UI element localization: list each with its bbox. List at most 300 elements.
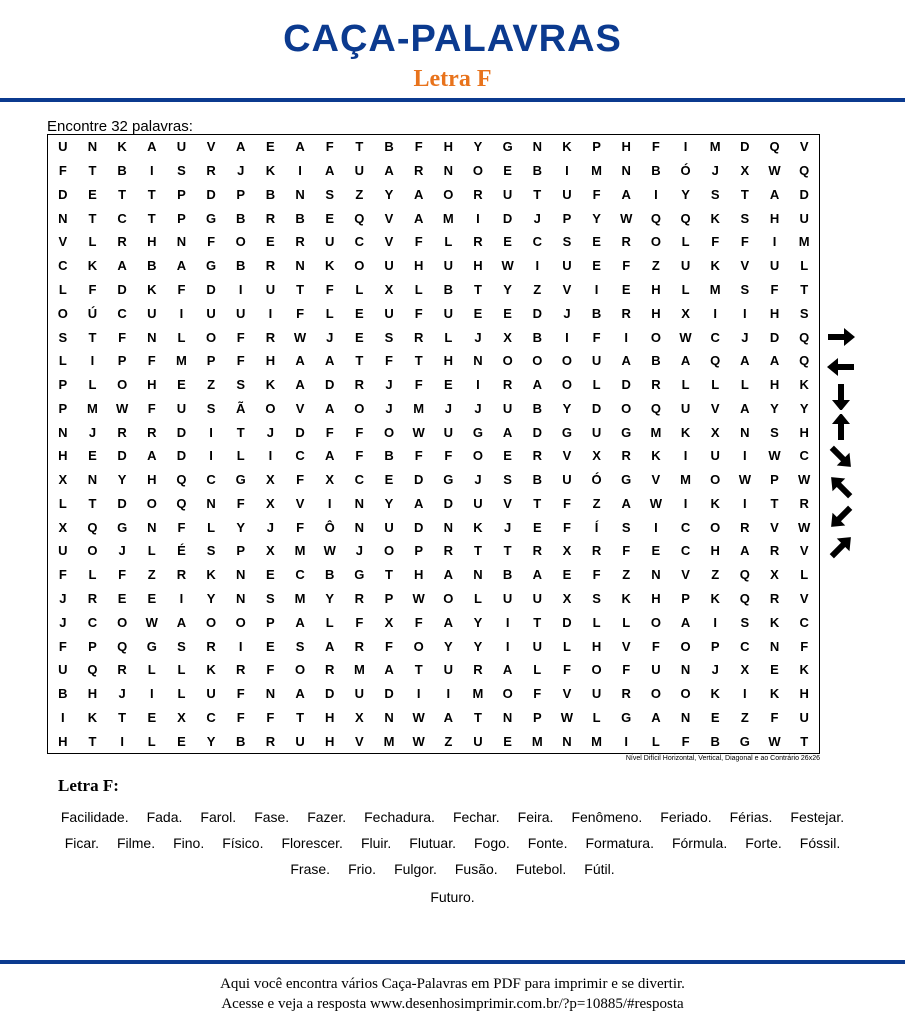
- grid-cell: P: [532, 709, 542, 725]
- grid-cell: V: [621, 638, 631, 654]
- grid-cell: F: [118, 329, 127, 345]
- grid-cell: I: [179, 305, 184, 321]
- grid-cell: H: [591, 638, 602, 654]
- grid-cell: Y: [117, 472, 127, 488]
- grid-cell: B: [236, 210, 246, 226]
- grid-cell: X: [266, 543, 275, 559]
- grid-cell: X: [58, 519, 68, 535]
- grid-cell: W: [798, 472, 811, 488]
- grid-cell: A: [502, 424, 513, 440]
- grid-cell: I: [268, 305, 273, 321]
- grid-cell: J: [59, 590, 67, 606]
- grid-cell: E: [503, 305, 512, 321]
- grid-cell: H: [769, 305, 780, 321]
- grid-cell: O: [146, 495, 157, 511]
- grid-cell: G: [502, 139, 513, 155]
- grid-cell: F: [622, 258, 631, 274]
- grid-cell: I: [149, 686, 154, 702]
- grid-cell: N: [236, 567, 246, 583]
- grid-cell: Y: [503, 281, 512, 297]
- grid-cell: S: [621, 519, 631, 535]
- grid-cell: Ú: [87, 305, 98, 321]
- grid-cell: A: [443, 614, 454, 630]
- grid-cell: E: [562, 567, 572, 583]
- grid-cell: D: [799, 186, 809, 202]
- grid-cell: X: [770, 567, 779, 583]
- grid-cell: R: [265, 258, 276, 274]
- grid-cell: Q: [87, 519, 98, 535]
- grid-cell: Q: [87, 662, 98, 678]
- grid-cell: F: [355, 448, 364, 464]
- grid-cell: C: [117, 210, 127, 226]
- grid-cell: O: [235, 234, 246, 250]
- grid-cell: O: [591, 662, 602, 678]
- grid-cell: F: [147, 400, 156, 416]
- grid-cell: E: [355, 305, 364, 321]
- grid-cell: T: [473, 543, 482, 559]
- grid-cell: S: [710, 186, 720, 202]
- grid-cell: T: [88, 210, 97, 226]
- grid-cell: Q: [176, 495, 187, 511]
- grid-cell: O: [87, 543, 98, 559]
- grid-cell: A: [147, 448, 157, 464]
- grid-cell: O: [413, 638, 424, 654]
- grid-cell: A: [117, 258, 127, 274]
- grid-cell: T: [770, 495, 779, 511]
- grid-cell: M: [798, 234, 810, 250]
- grid-cell: D: [532, 305, 542, 321]
- word-item: Férias.: [729, 809, 773, 825]
- grid-cell: V: [206, 139, 216, 155]
- word-item: Frase.: [290, 861, 331, 877]
- grid-cell: U: [295, 733, 305, 749]
- grid-cell: J: [355, 543, 363, 559]
- grid-cell: S: [236, 377, 246, 393]
- arrow-down-left-icon: [824, 504, 858, 530]
- grid-cell: Ó: [591, 472, 602, 488]
- grid-cell: L: [177, 686, 186, 702]
- grid-cell: I: [683, 448, 688, 464]
- grid-cell: E: [503, 733, 512, 749]
- grid-cell: I: [476, 210, 480, 226]
- word-list: [40, 804, 865, 910]
- grid-cell: X: [681, 305, 690, 321]
- grid-cell: N: [443, 519, 454, 535]
- grid-cell: S: [384, 329, 394, 345]
- grid-cell: K: [710, 495, 720, 511]
- grid-cell: W: [501, 258, 514, 274]
- grid-cell: C: [295, 567, 305, 583]
- grid-cell: J: [385, 400, 393, 416]
- grid-cell: S: [740, 281, 750, 297]
- grid-cell: N: [147, 329, 157, 345]
- grid-cell: J: [266, 424, 274, 440]
- grid-cell: R: [87, 590, 98, 606]
- grid-cell: H: [710, 543, 720, 559]
- grid-cell: Z: [651, 258, 660, 274]
- grid-cell: R: [502, 377, 513, 393]
- grid-cell: M: [442, 210, 454, 226]
- grid-cell: A: [147, 139, 157, 155]
- grid-cell: I: [683, 495, 688, 511]
- grid-cell: R: [206, 638, 216, 654]
- grid-cell: F: [385, 353, 393, 369]
- grid-cell: I: [654, 519, 658, 535]
- grid-cell: M: [531, 733, 543, 749]
- grid-cell: H: [651, 281, 661, 297]
- grid-cell: R: [769, 543, 780, 559]
- grid-cell: R: [473, 234, 483, 250]
- grid-cell: A: [325, 353, 335, 369]
- grid-cell: R: [236, 662, 246, 678]
- grid-cell: D: [325, 686, 335, 702]
- grid-cell: B: [325, 567, 335, 583]
- grid-cell: V: [562, 281, 572, 297]
- grid-cell: A: [680, 353, 691, 369]
- grid-cell: V: [295, 400, 305, 416]
- grid-cell: X: [740, 163, 750, 179]
- grid-cell: Q: [354, 210, 365, 226]
- grid-cell: H: [799, 686, 809, 702]
- grid-cell: R: [265, 210, 276, 226]
- grid-cell: I: [713, 305, 718, 321]
- grid-cell: S: [177, 638, 186, 654]
- grid-cell: F: [444, 448, 453, 464]
- grid-cell: V: [503, 495, 512, 511]
- grid-cell: V: [562, 686, 572, 702]
- grid-cell: J: [474, 400, 482, 416]
- grid-cell: Y: [384, 495, 394, 511]
- grid-cell: R: [532, 448, 542, 464]
- grid-cell: R: [295, 234, 305, 250]
- grid-cell: L: [681, 234, 690, 250]
- grid-cell: A: [325, 400, 335, 416]
- grid-cell: E: [651, 543, 661, 559]
- grid-cell: D: [206, 281, 216, 297]
- level-note: Nível Difícil Horizontal, Vertical, Diagonal e ao Contrário 26x26: [625, 755, 820, 762]
- grid-cell: U: [680, 258, 691, 274]
- grid-cell: A: [236, 139, 246, 155]
- grid-cell: W: [412, 709, 425, 725]
- grid-cell: Y: [473, 614, 483, 630]
- grid-cell: D: [117, 281, 127, 297]
- grid-cell: S: [562, 234, 572, 250]
- word-item: Fórmula.: [671, 835, 728, 851]
- grid-cell: D: [295, 424, 305, 440]
- grid-cell: U: [591, 353, 602, 369]
- grid-cell: L: [325, 305, 334, 321]
- grid-cell: N: [354, 495, 365, 511]
- grid-cell: A: [295, 139, 305, 155]
- arrow-down-right-icon: [824, 444, 858, 470]
- grid-cell: K: [562, 139, 572, 155]
- grid-cell: É: [177, 543, 186, 559]
- grid-cell: F: [592, 186, 601, 202]
- grid-cell: N: [206, 495, 216, 511]
- grid-cell: K: [710, 258, 720, 274]
- grid-cell: Q: [650, 400, 661, 416]
- grid-cell: W: [679, 329, 692, 345]
- grid-cell: N: [295, 186, 305, 202]
- grid-cell: L: [88, 377, 97, 393]
- grid-cell: K: [769, 614, 780, 630]
- grid-cell: D: [591, 400, 602, 416]
- grid-cell: F: [414, 305, 423, 321]
- grid-cell: P: [710, 638, 720, 654]
- grid-cell: J: [563, 305, 571, 321]
- word-item: Festejar.: [790, 809, 845, 825]
- word-item: Futebol.: [515, 861, 567, 877]
- grid-cell: S: [206, 400, 216, 416]
- grid-cell: G: [206, 210, 217, 226]
- grid-cell: E: [325, 210, 335, 226]
- grid-cell: W: [768, 448, 781, 464]
- grid-cell: B: [651, 353, 661, 369]
- grid-cell: B: [591, 305, 602, 321]
- grid-cell: U: [502, 186, 513, 202]
- grid-cell: K: [87, 709, 98, 725]
- grid-cell: E: [503, 163, 512, 179]
- grid-cell: R: [413, 163, 424, 179]
- grid-cell: K: [265, 377, 276, 393]
- grid-cell: T: [414, 662, 423, 678]
- grid-cell: I: [654, 186, 658, 202]
- grid-cell: N: [354, 519, 365, 535]
- grid-cell: F: [118, 567, 127, 583]
- grid-cell: L: [681, 281, 690, 297]
- grid-cell: H: [147, 377, 157, 393]
- grid-cell: V: [799, 543, 809, 559]
- grid-cell: V: [740, 258, 750, 274]
- grid-cell: N: [443, 163, 454, 179]
- grid-cell: I: [594, 281, 599, 297]
- grid-cell: E: [592, 234, 601, 250]
- grid-cell: E: [503, 234, 512, 250]
- grid-cell: N: [680, 662, 691, 678]
- grid-cell: P: [206, 353, 216, 369]
- grid-cell: E: [443, 377, 453, 393]
- grid-cell: L: [592, 377, 601, 393]
- grid-cell: I: [149, 163, 154, 179]
- grid-cell: T: [88, 329, 97, 345]
- grid-cell: I: [743, 686, 747, 702]
- grid-cell: L: [740, 377, 749, 393]
- grid-cell: F: [325, 139, 334, 155]
- grid-cell: O: [561, 353, 572, 369]
- word-item: Futuro.: [430, 889, 475, 905]
- grid-cell: P: [384, 590, 394, 606]
- grid-cell: J: [326, 329, 334, 345]
- grid-cell: V: [562, 448, 572, 464]
- grid-cell: O: [650, 234, 661, 250]
- grid-cell: J: [118, 543, 126, 559]
- grid-cell: A: [740, 543, 750, 559]
- grid-cell: H: [325, 709, 335, 725]
- grid-cell: E: [266, 234, 275, 250]
- grid-cell: L: [651, 733, 660, 749]
- grid-cell: T: [88, 163, 97, 179]
- grid-cell: A: [651, 709, 661, 725]
- grid-cell: H: [799, 424, 809, 440]
- grid-cell: W: [323, 543, 336, 559]
- grid-cell: G: [621, 709, 632, 725]
- grid-cell: I: [624, 329, 629, 345]
- grid-cell: W: [768, 733, 781, 749]
- grid-cell: N: [651, 567, 661, 583]
- grid-cell: T: [800, 281, 809, 297]
- grid-cell: O: [502, 353, 513, 369]
- grid-cell: K: [710, 210, 720, 226]
- grid-cell: L: [592, 709, 601, 725]
- grid-cell: O: [502, 686, 513, 702]
- grid-cell: O: [650, 614, 661, 630]
- grid-cell: M: [413, 400, 425, 416]
- grid-cell: A: [502, 662, 513, 678]
- grid-cell: E: [592, 258, 601, 274]
- grid-cell: Y: [473, 139, 483, 155]
- grid-cell: L: [58, 353, 67, 369]
- grid-cell: K: [265, 163, 276, 179]
- grid-cell: U: [354, 686, 365, 702]
- grid-cell: W: [649, 495, 663, 511]
- grid-cell: U: [443, 258, 454, 274]
- grid-cell: S: [503, 472, 512, 488]
- grid-cell: K: [325, 258, 335, 274]
- grid-cell: S: [177, 163, 186, 179]
- grid-cell: X: [355, 709, 364, 725]
- word-item: Feira.: [517, 809, 554, 825]
- grid-cell: R: [176, 567, 187, 583]
- instructions: Encontre 32 palavras:: [47, 118, 193, 135]
- grid-cell: Y: [206, 733, 216, 749]
- grid-cell: I: [743, 495, 747, 511]
- grid-cell: V: [799, 590, 809, 606]
- grid-cell: B: [532, 329, 542, 345]
- grid-cell: V: [681, 567, 690, 583]
- grid-cell: K: [680, 424, 691, 440]
- grid-cell: Z: [533, 281, 542, 297]
- grid-cell: R: [769, 590, 780, 606]
- grid-cell: F: [147, 353, 156, 369]
- grid-cell: H: [651, 305, 661, 321]
- grid-cell: I: [565, 329, 569, 345]
- grid-cell: R: [473, 662, 483, 678]
- grid-cell: F: [414, 448, 423, 464]
- grid-cell: W: [412, 590, 425, 606]
- grid-cell: L: [177, 329, 186, 345]
- grid-cell: A: [325, 638, 335, 654]
- arrow-right-icon: [824, 324, 858, 350]
- grid-cell: D: [532, 424, 542, 440]
- grid-cell: E: [503, 448, 512, 464]
- grid-cell: K: [206, 567, 216, 583]
- grid-cell: T: [88, 733, 97, 749]
- grid-cell: O: [680, 638, 691, 654]
- grid-cell: L: [147, 733, 156, 749]
- grid-cell: F: [296, 305, 305, 321]
- grid-cell: U: [443, 662, 454, 678]
- grid-cell: E: [473, 305, 483, 321]
- grid-cell: F: [562, 495, 571, 511]
- arrow-up-left-icon: [824, 474, 858, 500]
- grid-cell: Q: [117, 638, 128, 654]
- grid-cell: Q: [799, 353, 810, 369]
- grid-cell: F: [88, 281, 97, 297]
- grid-cell: U: [532, 638, 542, 654]
- grid-cell: O: [443, 186, 454, 202]
- grid-cell: P: [681, 590, 690, 606]
- word-item: Fase.: [254, 809, 290, 825]
- grid-cell: M: [591, 733, 603, 749]
- grid-cell: D: [413, 519, 424, 535]
- grid-cell: U: [769, 258, 780, 274]
- grid-cell: N: [473, 567, 483, 583]
- grid-cell: F: [325, 424, 334, 440]
- grid-cell: E: [770, 662, 779, 678]
- grid-cell: F: [740, 234, 749, 250]
- grid-cell: J: [474, 329, 482, 345]
- grid-cell: Q: [739, 590, 750, 606]
- grid-cell: A: [325, 448, 335, 464]
- grid-cell: O: [354, 400, 365, 416]
- grid-cell: U: [206, 305, 216, 321]
- grid-cell: R: [621, 305, 631, 321]
- grid-cell: Z: [592, 495, 601, 511]
- grid-cell: Y: [325, 590, 335, 606]
- grid-cell: Z: [207, 377, 216, 393]
- grid-cell: J: [444, 400, 452, 416]
- grid-cell: F: [58, 638, 67, 654]
- grid-cell: A: [295, 377, 305, 393]
- grid-cell: J: [59, 614, 67, 630]
- word-item: Fechadura.: [364, 809, 435, 825]
- word-item: Fino.: [173, 835, 205, 851]
- footer-line-2: Acesse e veja a resposta www.desenhosimprimir.com.br/?p=10885/#resposta: [221, 996, 684, 1012]
- grid-cell: A: [621, 495, 631, 511]
- grid-cell: T: [473, 281, 482, 297]
- grid-cell: A: [295, 353, 305, 369]
- grid-cell: N: [147, 519, 157, 535]
- grid-cell: F: [236, 495, 245, 511]
- grid-cell: U: [384, 258, 394, 274]
- grid-cell: U: [176, 400, 187, 416]
- grid-cell: V: [58, 234, 68, 250]
- grid-cell: U: [384, 519, 394, 535]
- grid-cell: P: [58, 377, 68, 393]
- grid-cell: A: [532, 567, 542, 583]
- grid-cell: P: [562, 210, 572, 226]
- grid-cell: G: [354, 567, 365, 583]
- grid-cell: F: [58, 567, 67, 583]
- grid-cell: F: [562, 519, 571, 535]
- grid-cell: B: [532, 472, 542, 488]
- grid-cell: E: [266, 567, 275, 583]
- grid-cell: M: [176, 353, 187, 369]
- grid-cell: N: [532, 139, 542, 155]
- grid-cell: N: [680, 709, 691, 725]
- grid-cell: H: [325, 733, 335, 749]
- grid-cell: M: [591, 163, 603, 179]
- arrow-up-icon: [824, 414, 858, 440]
- grid-cell: W: [145, 614, 158, 630]
- grid-cell: Y: [562, 400, 572, 416]
- grid-cell: L: [414, 281, 423, 297]
- grid-cell: L: [533, 662, 542, 678]
- grid-cell: C: [295, 448, 305, 464]
- grid-cell: B: [710, 733, 720, 749]
- grid-cell: F: [355, 424, 364, 440]
- page-subtitle: Letra F: [413, 66, 492, 92]
